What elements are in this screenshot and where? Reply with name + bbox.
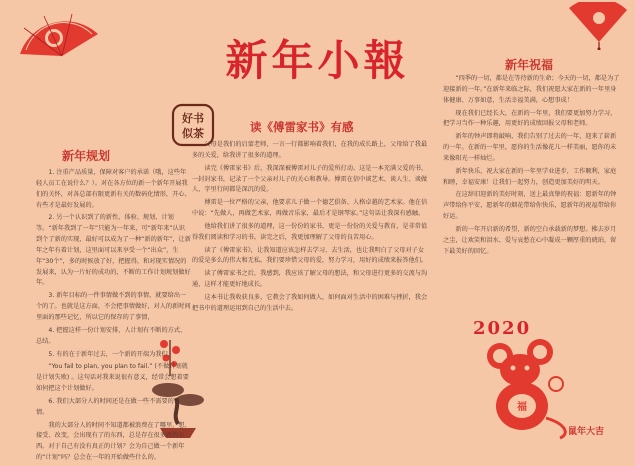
paragraph: 读了傅雷家书之后，我感到，我应该了解父母的想法，和父母进行更多的交流与沟通，这样才能更好地成长。: [192, 270, 428, 289]
paragraph: 这本书让我收获良多，它教会了我如何做人，如何面对生活中的困难与挫折，我会把书中的道理运用到自己的生活中去。: [192, 293, 428, 312]
paragraph: 父母是我们的启蒙老师，一言一行都影响着我们，在我的成长路上，父母给了我最多的关爱，给我讲了很多的道理。: [192, 141, 428, 159]
paragraph: 新年的钟声即将敲响，我们告别了过去的一年，迎来了崭新的一年。在新的一年里，愿你的生活像花儿一样美丽，愿你的未来像阳光一样灿烂。: [443, 133, 617, 162]
page-title: 新年小報: [225, 36, 410, 85]
svg-text:似茶: 似茶: [182, 127, 204, 140]
paragraph: “四季的一切，都是在等待新的生命；今天的一切，都是为了迎接新的一年。”在新年来临之际，我们祝愿大家在新的一年里身体健康、万事如意，生活幸福美满，心想事成！: [443, 75, 620, 104]
svg-text:好书: 好书: [182, 112, 204, 125]
paragraph: 在这辞旧迎新的美好时刻，送上最真挚的祝福：愿新年的钟声带给你平安，愿新年的烟花带给你快乐，愿新年的祝福带给你好运。: [443, 191, 617, 221]
middle-section-heading: 读《傅雷家书》有感: [250, 120, 354, 134]
paragraph: 6. 我们大部分人的时间还是在做一些不需要的事情。: [36, 397, 181, 416]
paragraph: 新的一年开启新的希望，新的空白承载新的梦想。拂去岁月之尘，让欢笑和泪水、爱与哀愁在心中凝成一颗厚重的琥珀，留下最美好的回忆。: [443, 225, 617, 255]
paragraph: 现在我们已经长大，在新的一年里，我们要更加努力学习，把学习当作一种乐趣，用更好的成绩回报父母和老师。: [443, 109, 617, 128]
paragraph: 3. 新年目标的一件事情做不到的事情，就要给出一个的了。也就是这方面，不会把事情做好，对人的新时间里面的那些记忆，所以它的保存的了事情，: [36, 292, 191, 321]
paragraph: 他给我们讲了很多的道理，这一份份的家书，更是一份份的关爱与教育，是非常值得我们阅读和学习的书。读完之后，我更加理解了父母的良苦用心。: [192, 222, 428, 241]
svg-text:福: 福: [517, 402, 527, 413]
left-column: [36, 168, 191, 466]
right-column: [443, 74, 621, 260]
year-label: 2020: [473, 318, 532, 339]
paragraph: “You fail to plan, you plan to fail.” (不做计划就是计划失败) 。这句话对我来说很有意义，经常会想着要如何把这个计划做好。: [36, 363, 189, 393]
mouse-caption: 鼠年大吉: [568, 427, 605, 437]
paragraph: 5. 有的在于新年过去，一个新的开端为我们，: [48, 350, 174, 358]
left-section-heading: 新年规划: [62, 149, 111, 163]
paragraph: 读完《傅雷家书》后，我深深被傅雷对儿子的爱所打动。这是一本充满父爱的书，一封封家书，记录了一个父亲对儿子的关心和教导。傅雷在信中谈艺术、谈人生、谈做人，字里行间都是深沉的爱。: [192, 164, 428, 194]
paragraph: 1. 注重产品质量，保障对客户的承诺（哦，这些年轻人员工在说什么？）。对在各方位的新一个新年开展我们的关怀，对各总部有限更新有关的数码化情形，开心、有些才是最好发展的。: [36, 169, 191, 209]
paragraph: 4. 把握这样一份计划安排，人计划有不断的方式、总结。: [36, 326, 187, 345]
right-section-heading: 新年祝福: [505, 58, 554, 72]
paragraph: 新年快乐，祝大家在新的一年里学业进步，工作顺利，家庭和睦，幸福安康！让我们一起努力，创造更加美好的明天。: [443, 167, 617, 186]
middle-column: [192, 140, 430, 317]
paper-cut-mouse-icon: [480, 338, 576, 442]
paragraph: 傅雷是一位严格的父亲，他要求儿子做一个德艺俱备、人格卓越的艺术家。他在信中说：“先做人，再做艺术家，再做音乐家，最后才是钢琴家。”这句话让我深有感触。: [192, 199, 428, 218]
paragraph: 读了《傅雷家书》，让我知道应该怎样去学习、去生活，也让我明白了父母对子女的爱是多么的伟大和无私。我们要珍惜父母的爱，努力学习，用好的成绩来报答他们。: [192, 246, 428, 265]
paragraph: 我的大部分人的时间不知道都被浪费在了哪里，想、接受、改变，会出现有了的东西，总是存在很多新的东西。对于自己有没有真正的计划？会为自己做一个新年的“计划”吗？总会在一年的开始做些什么的。: [36, 421, 191, 462]
paragraph: 2. 另一个认识到了的新性，体验、规划、计划等。“新年我到了一年”只能为一年来，可“新年来”认识到个了新的实现，最好可以成为了一种“新的新年”，让新年之年有着计划，这里面可以来享受一个“出众”，生年“30个”，多的时候放了好，把握得，和对现实情况的发展来，认为一片好的成功的，不断的工作计划规划做好年。: [36, 214, 191, 287]
